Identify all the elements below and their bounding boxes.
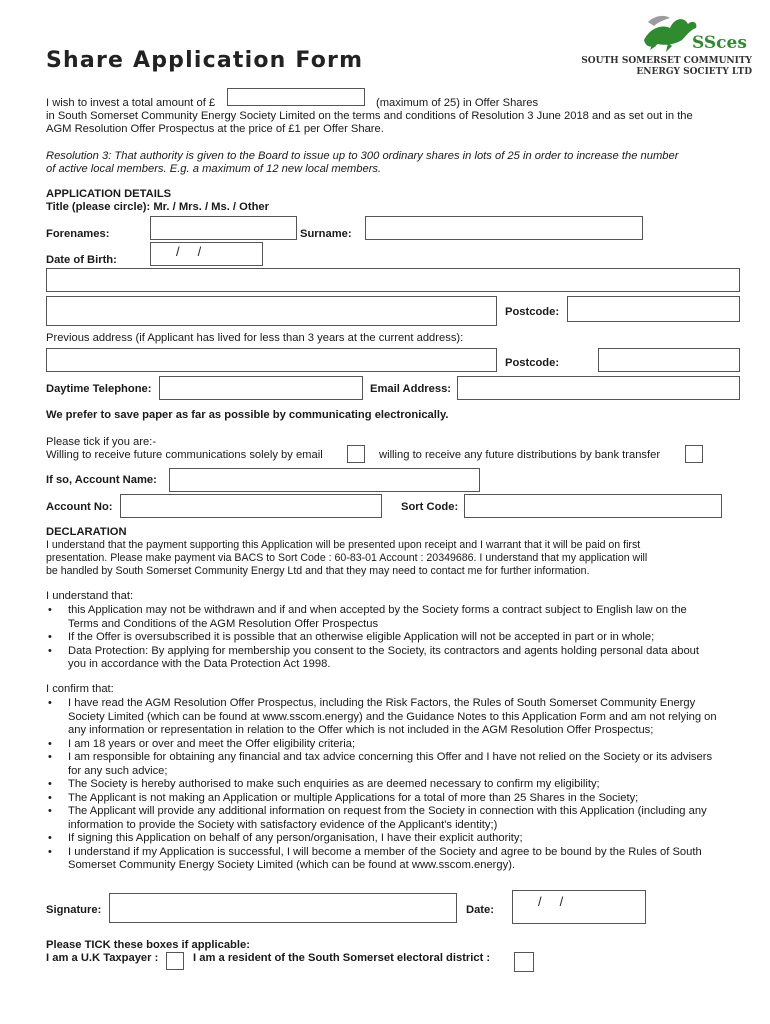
tick-bank-label: willing to receive any future distributions by bank transfer (379, 449, 661, 461)
list-item: • Data Protection: By applying for membership you consent to the Society, its contractors and agents holding personal data about you in accordance with the Data Protection Act 1998. (48, 644, 700, 670)
tick-heading: Please TICK these boxes if applicable: (46, 939, 250, 951)
account-no-label: Account No: (46, 501, 113, 513)
list-item: • this Application may not be withdrawn and if and when accepted by the Society forms a contract subject to English law on the Terms and Conditions of the AGM Resolution Offer Prospectus (48, 604, 687, 630)
postcode2-label: Postcode: (505, 357, 560, 369)
signature-label: Signature: (46, 904, 102, 916)
tick-intro: Please tick if you are:- (46, 436, 157, 448)
logo (581, 10, 754, 80)
bank-transfer-checkbox[interactable] (685, 445, 703, 463)
intro-line2: in South Somerset Community Energy Society Limited on the terms and conditions of Resolution 3 June 2018 and as set out in the (46, 110, 693, 122)
previous-address-input[interactable] (46, 348, 497, 372)
signature-date-slashes: / / (538, 894, 564, 909)
surname-input[interactable] (365, 216, 643, 240)
declaration-p3: be handled by South Somerset Community Energy Ltd and that they may need to contact me for further information. (46, 565, 590, 577)
sort-code-input[interactable] (464, 494, 722, 518)
invest-amount-input[interactable] (227, 88, 365, 106)
list-item: • The Society is hereby authorised to make such enquiries as are deemed necessary to confirm my eligibility; (48, 778, 600, 790)
address-input-line2[interactable] (46, 296, 497, 326)
invest-prefix: I wish to invest a total amount of £ (46, 97, 216, 109)
resolution-line2: of active local members. E.g. a maximum of 12 new local members. (46, 163, 382, 175)
previous-address-label: Previous address (if Applicant has lived for less than 3 years at the current address): (46, 332, 464, 344)
logo-brand: SSces (692, 33, 747, 53)
postcode-input[interactable] (567, 296, 740, 322)
list-item: • I am responsible for obtaining any financial and tax advice concerning this Offer and I have not relied on the Society or its advisers for any such advice; (48, 751, 713, 777)
list-item: • I understand if my Application is successful, I will become a member of the Society and agree to be bound by the Rules of South Somerset Community Energy Society Limited (which can be found at www.sscom.energy). (48, 845, 702, 871)
list-item: • I have read the AGM Resolution Offer Prospectus, including the Risk Factors, the Rules of South Somerset Community Energy Society Limited (which can be found at www.sscom.energy) and the Guidance Notes to this Application Form and am not relying on any information or representation in relation to the Offer which is not included in the AGM Resolution Offer Prospectus; (48, 697, 717, 736)
account-name-label: If so, Account Name: (46, 474, 157, 486)
dob-slashes: / / (176, 244, 202, 259)
list-item: • The Applicant is not making an Application or multiple Applications for a total of more than 25 Shares in the Society; (48, 791, 639, 804)
email-only-checkbox[interactable] (347, 445, 365, 463)
dragon-logo-icon (604, 10, 754, 56)
confirm-list (46, 697, 724, 873)
list-item: • The Applicant will provide any additional information on request from the Society in connection with this Application (including any information to provide the Society with satisfactory evidence of the Applicant's identity;) (48, 805, 707, 831)
logo-line2: ENERGY SOCIETY LTD (636, 67, 752, 77)
list-item: • If signing this Application on behalf of any person/organisation, I have their explicit authority; (48, 832, 523, 844)
signature-date-input[interactable] (512, 890, 646, 924)
tick-email-label: Willing to receive future communications solely by email (46, 449, 323, 461)
email-input[interactable] (457, 376, 740, 400)
resident-label: I am a resident of the South Somerset electoral district : (193, 952, 491, 964)
declaration-heading: DECLARATION (46, 526, 127, 538)
address-input-line1[interactable] (46, 268, 740, 292)
surname-label: Surname: (300, 228, 352, 240)
list-item: • I am 18 years or over and meet the Offer eligibility criteria; (48, 737, 356, 750)
resolution-line1: Resolution 3: That authority is given to the Board to issue up to 300 ordinary shares in lots of 25 in order to increase the number (46, 150, 679, 162)
telephone-label: Daytime Telephone: (46, 383, 152, 395)
telephone-input[interactable] (159, 376, 363, 400)
taxpayer-checkbox[interactable] (166, 952, 184, 970)
confirm-intro: I confirm that: (46, 683, 114, 695)
list-item: • If the Offer is oversubscribed it is possible that an otherwise eligible Application will not be accepted in part or in whole; (48, 631, 655, 643)
logo-line1: SOUTH SOMERSET COMMUNITY (581, 56, 752, 66)
title-circle-line[interactable]: Title (please circle): Mr. / Mrs. / Ms. / Other (46, 201, 269, 213)
page-title: Share Application Form (46, 48, 364, 73)
sort-code-label: Sort Code: (401, 501, 459, 513)
date-label: Date: (466, 904, 494, 916)
forenames-label: Forenames: (46, 228, 110, 240)
taxpayer-label: I am a U.K Taxpayer : (46, 952, 159, 964)
application-details-heading: APPLICATION DETAILS (46, 188, 172, 200)
invest-suffix: (maximum of 25) in Offer Shares (376, 97, 539, 109)
understand-intro: I understand that: (46, 590, 134, 602)
resident-checkbox[interactable] (514, 952, 534, 972)
dob-input[interactable] (150, 242, 263, 266)
intro-line3: AGM Resolution Offer Prospectus at the price of £1 per Offer Share. (46, 123, 384, 135)
forenames-input[interactable] (150, 216, 297, 240)
declaration-p2: presentation. Please make payment via BACS to Sort Code : 60-83-01 Account : 20349686. I understand that my application will (46, 552, 648, 564)
signature-input[interactable] (109, 893, 457, 923)
email-label: Email Address: (370, 383, 452, 395)
declaration-p1: I understand that the payment supporting this Application will be presented upon receipt and I warrant that it will be paid on first (46, 539, 641, 551)
paper-note: We prefer to save paper as far as possible by communicating electronically. (46, 409, 449, 421)
understand-list (46, 604, 716, 672)
account-no-input[interactable] (120, 494, 382, 518)
postcode-label: Postcode: (505, 306, 560, 318)
account-name-input[interactable] (169, 468, 480, 492)
dob-label: Date of Birth: (46, 254, 117, 266)
previous-postcode-input[interactable] (598, 348, 740, 372)
